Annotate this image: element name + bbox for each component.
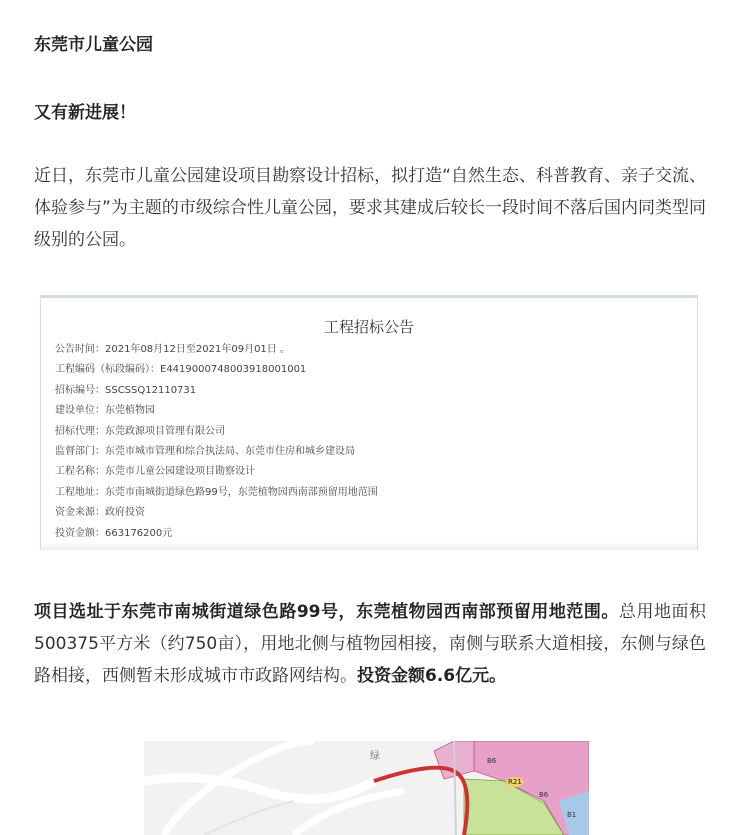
notice-row-value: 政府投资 <box>105 507 145 519</box>
investment-bold: 投资金额6.6亿元。 <box>357 666 507 686</box>
article-subtitle: 又有新进展！ <box>34 103 136 123</box>
notice-row-value: SSCSSQ12110731 <box>105 384 197 396</box>
map-label-b6-2: B6 <box>539 791 549 799</box>
notice-row <box>55 503 378 523</box>
notice-row-label: 工程地址： <box>55 486 105 498</box>
notice-row-label: 建设单位： <box>55 405 105 417</box>
notice-title: 工程招标公告 <box>323 318 414 336</box>
location-bold-1: 项目选址于东莞市南城街道绿色路99号，东莞植物园西南部预留用地范围。 <box>34 602 619 622</box>
notice-row-value: 2021年08月12日至2021年09月01日 。 <box>105 344 290 355</box>
intro-paragraph: 近日，东莞市儿童公园建设项目勘察设计招标，拟打造“自然生态、科普教育、亲子交流、体验参与”为主题的市级综合性儿童公园，要求其建成后较长一段时间不落后国内同类型同级别的公园。 <box>34 166 706 250</box>
notice-row-label: 工程名称： <box>55 466 105 478</box>
notice-row-label: 工程编码（标段编码）： <box>55 364 160 376</box>
map-label-road: 绿 <box>370 751 380 762</box>
notice-row-label: 投资金额： <box>55 527 105 539</box>
notice-row-value: 东莞市城市管理和综合执法局、东莞市住房和城乡建设局 <box>105 445 355 457</box>
notice-row <box>55 462 378 482</box>
notice-rows <box>55 340 378 544</box>
map-label-b6: B6 <box>487 757 497 765</box>
tender-notice-image <box>40 295 698 550</box>
notice-row-label: 招标编号： <box>55 384 105 396</box>
location-paragraph <box>34 596 706 692</box>
notice-row <box>55 340 378 360</box>
notice-row <box>55 360 378 380</box>
notice-row-value: 东莞市儿童公园建设项目勘察设计 <box>105 466 255 478</box>
notice-edge <box>41 542 697 550</box>
site-map-image <box>144 741 589 835</box>
notice-row <box>55 524 378 544</box>
notice-row-value: E4419000748003918001001 <box>160 364 307 376</box>
notice-row <box>55 442 378 462</box>
notice-row <box>55 401 378 421</box>
notice-row <box>55 381 378 401</box>
article-title: 东莞市儿童公园 <box>34 35 153 55</box>
notice-row-label: 公告时间： <box>55 344 105 355</box>
notice-row <box>55 483 378 503</box>
notice-row-value: 东莞市南城街道绿色路99号，东莞植物园西南部预留用地范围 <box>105 486 378 498</box>
notice-row-value: 东莞政源项目管理有限公司 <box>105 425 225 437</box>
notice-row-label: 监督部门： <box>55 445 105 457</box>
notice-row <box>55 422 378 442</box>
map-label-b1: B1 <box>567 811 577 819</box>
notice-row-label: 招标代理： <box>55 425 105 437</box>
notice-row-label: 资金来源： <box>55 507 105 519</box>
notice-row-value: 663176200元 <box>105 527 173 539</box>
map-label-r21: R21 <box>508 778 522 786</box>
site-map-svg <box>144 741 589 835</box>
notice-row-value: 东莞植物园 <box>105 405 155 417</box>
location-text-1: 总用地面积500375平方米（约750亩），用地北侧与植物园相接，南侧与联系大道相接，东侧与绿色路相接，西侧暂未形成城市市政路网结构。 <box>34 602 707 686</box>
